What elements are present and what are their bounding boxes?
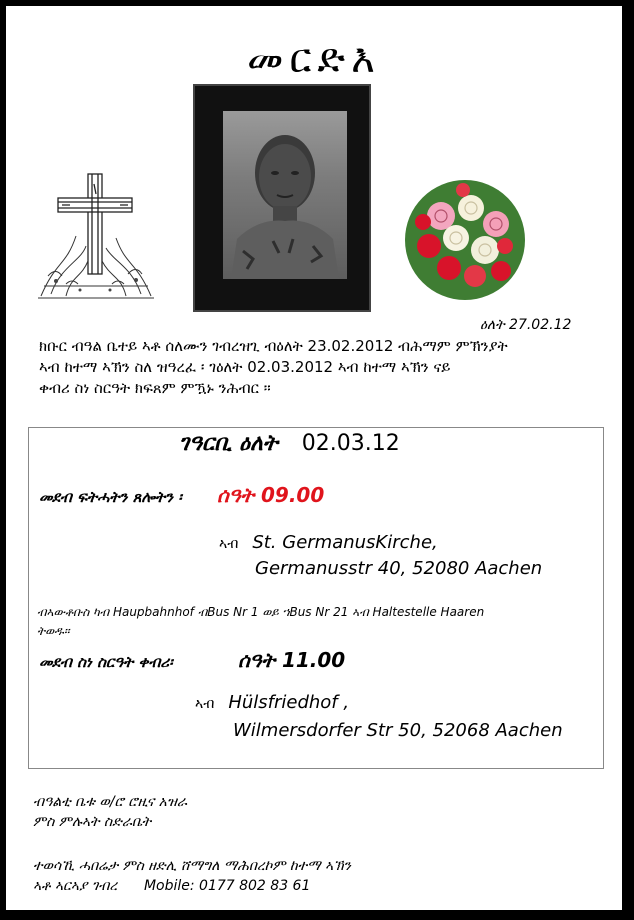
- page-title: መርድእ: [247, 36, 381, 82]
- prayer-time: ሰዓት 09.00: [217, 483, 325, 507]
- schedule-title: [179, 431, 400, 456]
- flower-bouquet: [401, 176, 529, 304]
- intro-line: ኣብ ከተማ ኣኽን ስለ ዝዓረፈ ፡ ገዕለት 02.03.2012 ኣብ ከተማ ኣኽን ናይ: [39, 358, 451, 376]
- church-name: St. GermanusKirche,: [252, 532, 438, 553]
- intro-paragraph: [39, 336, 599, 399]
- burial-label: መደብ ስነ ስርዓት ቀብሪ፡: [39, 653, 173, 671]
- prayer-label: መደብ ፍትሓትን ጸሎትን ፡: [39, 488, 182, 506]
- footer-family: ምስ ምሉኣት ስድራቤት: [33, 814, 152, 830]
- footer-widow: ብዓልቲ ቤቱ ወ/ሮ ሮዚና አዝራ: [33, 794, 187, 810]
- schedule-title-date: 02.03.12: [301, 431, 400, 456]
- portrait-frame: [193, 84, 371, 312]
- intro-line: ክቡር ብዓል ቤተይ ኣቶ ሰለሙን ገብረዝጊ ብዕለት 23.02.2012 ብሕማም ምኽንያት: [39, 337, 508, 355]
- burial-row: [39, 648, 345, 672]
- cemetery-prefix: ኣብ: [195, 696, 215, 712]
- bus-directions-line: ብኣውቶቡስ ካብ Haupbahnhof ብBus Nr 1 ወይ ኀBus Nr 21 ኣብ Haltestelle Haaren: [37, 605, 485, 619]
- church-address-line2: Germanusstr 40, 52080 Aachen: [255, 558, 543, 579]
- cemetery-address-line1: [195, 692, 349, 713]
- cemetery-address-line2: Wilmersdorfer Str 50, 52068 Aachen: [233, 720, 563, 741]
- church-prefix: ኣብ: [219, 536, 239, 552]
- burial-time: ሰዓት 11.00: [237, 648, 346, 672]
- portrait-photo: [223, 111, 347, 279]
- cemetery-name: Hülsfriedhof ,: [228, 692, 350, 713]
- bus-directions: [37, 603, 597, 641]
- bus-directions-line: ትወዱ።: [37, 624, 70, 638]
- footer-contact-phone: ኣቶ ኣርኣያ ገብረ Mobile: 0177 802 83 61: [33, 878, 311, 894]
- church-address-line1: [219, 532, 438, 553]
- footer-contact-info: ተወሳኺ ሓበሬታ ምስ ዘድሊ ሸማግለ ማሕበረኮም ከተማ ኣኽን: [33, 858, 351, 874]
- cross-illustration: [36, 166, 156, 301]
- obituary-page: [6, 6, 622, 910]
- announcement-date: ዕለት 27.02.12: [480, 317, 572, 333]
- prayer-row: [39, 483, 324, 507]
- intro-line: ቀብሪ ስነ ስርዓት ክፍጸም ምዃኑ ንሕብር ።: [39, 379, 271, 397]
- schedule-title-label: ገዓርቢ ዕለት: [179, 431, 278, 456]
- schedule-box: [28, 427, 604, 769]
